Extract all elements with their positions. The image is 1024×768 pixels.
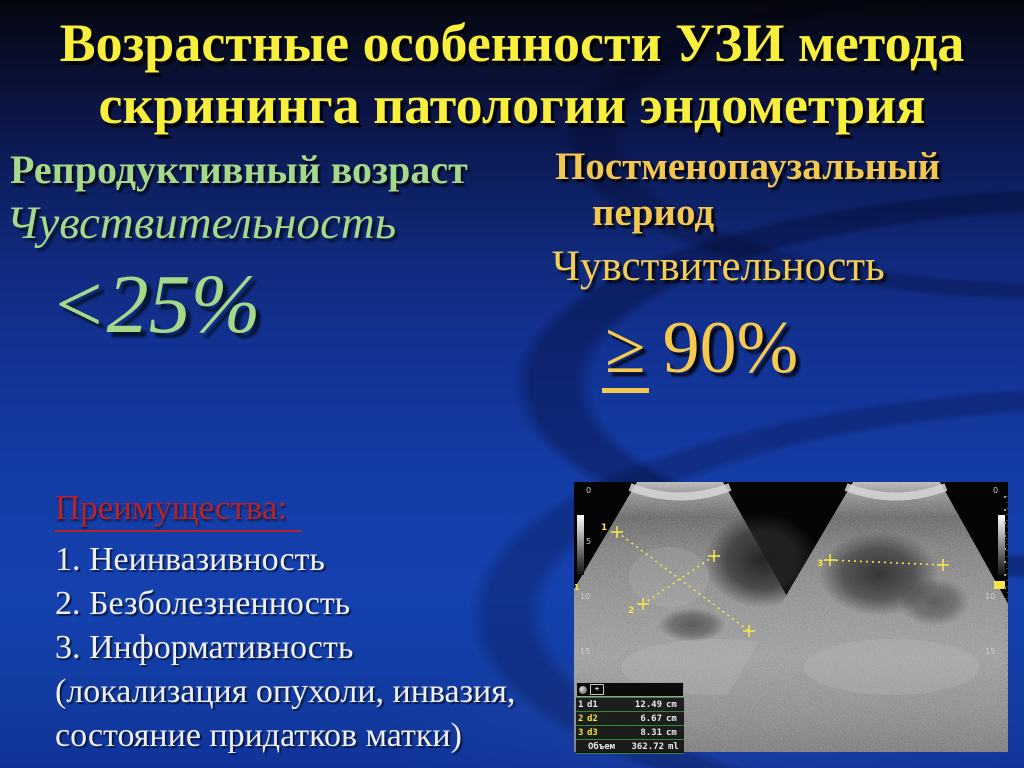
postmenopausal-heading-line1: Постменопаузальный xyxy=(555,145,941,188)
measurement-row-d2 xyxy=(576,711,684,725)
left-grayscale-bar xyxy=(577,515,584,575)
measurement-label: d3 xyxy=(587,727,598,738)
measurement-value: 6.67 xyxy=(640,713,662,724)
reproductive-age-heading: Репродуктивный возраст xyxy=(10,147,468,192)
advantage-item-3: 3. Информативность xyxy=(55,629,354,666)
caliper-label-2: 2 xyxy=(628,606,635,616)
caliper-icon: + xyxy=(590,684,604,695)
caliper-label-1: 1 xyxy=(601,523,608,533)
measurement-row-d1 xyxy=(576,697,684,711)
left-scale-5: 5 xyxy=(586,537,592,546)
volume-label: Объем xyxy=(588,741,616,752)
measurement-num: 3 xyxy=(578,727,584,738)
advantage-item-1: 1. Неинвазивность xyxy=(55,541,325,578)
measurement-table-header xyxy=(576,682,684,697)
trackball-icon xyxy=(579,686,587,694)
volume-row xyxy=(576,739,684,754)
volume-unit: ml xyxy=(668,741,679,752)
right-scale-15: 15 xyxy=(985,647,996,656)
left-scale-marker: 1 xyxy=(574,583,580,592)
volume-value: 362.72 xyxy=(631,741,664,752)
measurement-unit: cm xyxy=(666,727,677,738)
sensitivity-value-right xyxy=(602,306,798,393)
ultrasound-image xyxy=(574,482,1008,752)
sensitivity-percent-right: 90% xyxy=(662,307,799,389)
advantages-note-line1: (локализация опухоли, инвазия, xyxy=(55,673,516,710)
postmenopausal-heading-line2: период xyxy=(592,191,715,234)
right-scale-0: 0 xyxy=(993,486,999,495)
measurement-row-d3 xyxy=(576,725,684,739)
advantages-note-line2: состояние придатков матки) xyxy=(55,717,462,754)
measurement-value: 12.49 xyxy=(634,699,662,710)
measurement-num: 2 xyxy=(578,713,584,724)
sensitivity-value-left: <25% xyxy=(50,258,261,351)
right-grayscale-bar xyxy=(998,515,1005,575)
slide-title xyxy=(0,12,1024,136)
measurement-unit: cm xyxy=(666,699,677,710)
measurement-value: 8.31 xyxy=(640,727,662,738)
measurement-num: 1 xyxy=(578,699,584,710)
right-scale-10: 10 xyxy=(985,592,996,601)
left-scale-10: 10 xyxy=(580,592,591,601)
right-scale-marker xyxy=(994,581,1005,589)
slide-title-line1: Возрастные особенности УЗИ метода xyxy=(59,13,965,73)
advantages-heading: Преимущества: xyxy=(55,486,301,532)
slide-title-line2: скрининга патологии эндометрия xyxy=(98,75,926,135)
measurement-table xyxy=(576,682,684,754)
advantage-item-2: 2. Безболезненность xyxy=(55,585,351,622)
sensitivity-label-left: Чувствительность xyxy=(6,197,397,249)
measurement-label: d2 xyxy=(587,713,598,724)
advantages-block xyxy=(55,486,515,758)
sensitivity-label-right: Чувствительность xyxy=(552,243,885,290)
left-scale-15: 15 xyxy=(580,647,591,656)
caliper-label-3: 3 xyxy=(817,559,824,569)
measurement-label: d1 xyxy=(587,699,598,710)
measurement-unit: cm xyxy=(666,713,677,724)
greater-equal-symbol: ≥ xyxy=(602,311,649,393)
left-scale-0: 0 xyxy=(586,486,592,495)
